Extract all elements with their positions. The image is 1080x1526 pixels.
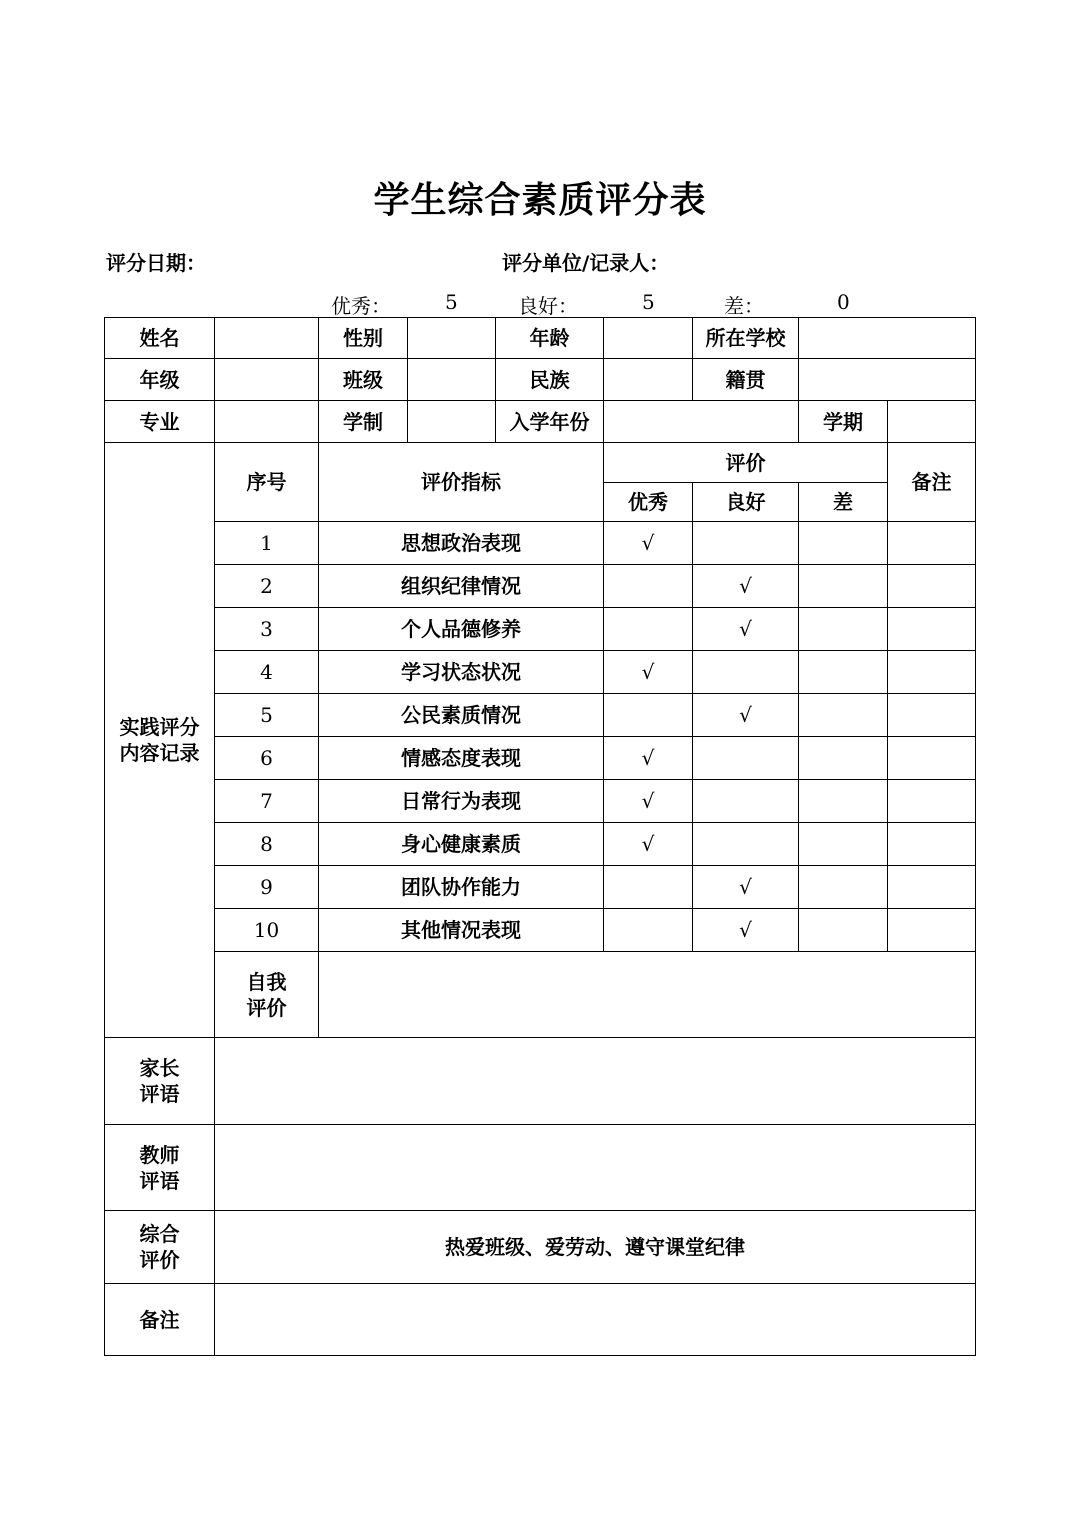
table-row [105, 522, 976, 565]
evaluation-table [104, 317, 976, 1356]
remarks-row [105, 1284, 976, 1356]
col-excellent-header: 优秀 [604, 483, 693, 522]
remarks-label: 备注 [105, 1284, 215, 1356]
row-excellent-check[interactable]: √ [604, 823, 693, 866]
row-poor-check[interactable] [799, 608, 888, 651]
row-good-check[interactable] [693, 737, 799, 780]
system-value[interactable] [408, 401, 496, 443]
col-remarks-header: 备注 [888, 443, 976, 522]
row-good-check[interactable]: √ [693, 694, 799, 737]
table-row [105, 608, 976, 651]
row-excellent-check[interactable] [604, 565, 693, 608]
enroll-year-label: 入学年份 [496, 401, 604, 443]
semester-label: 学期 [799, 401, 888, 443]
col-indicator-header: 评价指标 [319, 443, 604, 522]
row-poor-check[interactable] [799, 780, 888, 823]
self-evaluation-label: 自我 评价 [215, 952, 319, 1038]
row-excellent-check[interactable]: √ [604, 522, 693, 565]
major-label: 专业 [105, 401, 215, 443]
hometown-label: 籍贯 [693, 359, 799, 401]
row-indicator: 团队协作能力 [319, 866, 604, 909]
age-label: 年龄 [496, 318, 604, 359]
row-indicator: 身心健康素质 [319, 823, 604, 866]
school-value[interactable] [799, 318, 976, 359]
self-evaluation-value[interactable] [319, 952, 976, 1038]
date-label: 评分日期： [106, 251, 206, 275]
teacher-comment-label: 教师 评语 [105, 1125, 215, 1211]
row-excellent-check[interactable]: √ [604, 737, 693, 780]
info-row-3 [105, 401, 976, 443]
row-good-check[interactable] [693, 780, 799, 823]
row-indicator: 思想政治表现 [319, 522, 604, 565]
table-row [105, 823, 976, 866]
row-excellent-check[interactable] [604, 694, 693, 737]
ethnicity-value[interactable] [604, 359, 693, 401]
row-good-check[interactable]: √ [693, 608, 799, 651]
row-seq: 4 [215, 651, 319, 694]
row-seq: 5 [215, 694, 319, 737]
info-row-1 [105, 318, 976, 359]
record-header-row-1 [105, 443, 976, 483]
row-good-check[interactable]: √ [693, 909, 799, 952]
school-label: 所在学校 [693, 318, 799, 359]
row-poor-check[interactable] [799, 823, 888, 866]
row-poor-check[interactable] [799, 565, 888, 608]
table-row [105, 909, 976, 952]
row-remarks[interactable] [888, 651, 976, 694]
gender-label: 性别 [319, 318, 408, 359]
row-poor-check[interactable] [799, 522, 888, 565]
semester-value[interactable] [888, 401, 976, 443]
section-label: 实践评分 内容记录 [105, 443, 215, 1038]
row-remarks[interactable] [888, 737, 976, 780]
overall-evaluation-row [105, 1211, 976, 1284]
page-title: 学生综合素质评分表 [373, 179, 707, 221]
system-label: 学制 [319, 401, 408, 443]
row-indicator: 组织纪律情况 [319, 565, 604, 608]
row-remarks[interactable] [888, 522, 976, 565]
row-excellent-check[interactable]: √ [604, 780, 693, 823]
row-remarks[interactable] [888, 694, 976, 737]
row-seq: 10 [215, 909, 319, 952]
row-indicator: 学习状态状况 [319, 651, 604, 694]
row-good-check[interactable] [693, 522, 799, 565]
row-remarks[interactable] [888, 823, 976, 866]
gender-value[interactable] [408, 318, 496, 359]
major-value[interactable] [215, 401, 319, 443]
row-remarks[interactable] [888, 608, 976, 651]
class-value[interactable] [408, 359, 496, 401]
ethnicity-label: 民族 [496, 359, 604, 401]
good-summary-label: 良好： [518, 294, 578, 318]
poor-summary-count: 0 [837, 290, 850, 314]
row-remarks[interactable] [888, 909, 976, 952]
row-seq: 9 [215, 866, 319, 909]
grade-label: 年级 [105, 359, 215, 401]
col-seq-header: 序号 [215, 443, 319, 522]
enroll-year-value[interactable] [604, 401, 799, 443]
row-good-check[interactable]: √ [693, 565, 799, 608]
row-good-check[interactable]: √ [693, 866, 799, 909]
table-row [105, 651, 976, 694]
excellent-summary-label: 优秀： [331, 294, 391, 318]
table-row [105, 780, 976, 823]
remarks-value[interactable] [215, 1284, 976, 1356]
self-evaluation-row [105, 952, 976, 1038]
parent-comment-label: 家长 评语 [105, 1038, 215, 1125]
table-row [105, 737, 976, 780]
row-remarks[interactable] [888, 780, 976, 823]
age-value[interactable] [604, 318, 693, 359]
parent-comment-row [105, 1038, 976, 1125]
good-summary-count: 5 [642, 290, 655, 314]
row-poor-check[interactable] [799, 694, 888, 737]
row-indicator: 公民素质情况 [319, 694, 604, 737]
row-good-check[interactable] [693, 823, 799, 866]
grade-value[interactable] [215, 359, 319, 401]
overall-evaluation-value[interactable]: 热爱班级、爱劳动、遵守课堂纪律 [215, 1211, 976, 1284]
row-seq: 1 [215, 522, 319, 565]
teacher-comment-value[interactable] [215, 1125, 976, 1211]
class-label: 班级 [319, 359, 408, 401]
row-poor-check[interactable] [799, 651, 888, 694]
table-row [105, 866, 976, 909]
row-poor-check[interactable] [799, 866, 888, 909]
row-excellent-check[interactable] [604, 866, 693, 909]
teacher-comment-row [105, 1125, 976, 1211]
overall-evaluation-label: 综合 评价 [105, 1211, 215, 1284]
hometown-value[interactable] [799, 359, 976, 401]
row-seq: 3 [215, 608, 319, 651]
row-indicator: 情感态度表现 [319, 737, 604, 780]
row-poor-check[interactable] [799, 737, 888, 780]
row-seq: 2 [215, 565, 319, 608]
name-label: 姓名 [105, 318, 215, 359]
col-eval-header: 评价 [604, 443, 888, 483]
name-value[interactable] [215, 318, 319, 359]
row-indicator: 个人品德修养 [319, 608, 604, 651]
row-remarks[interactable] [888, 565, 976, 608]
poor-summary-label: 差： [724, 294, 764, 318]
row-excellent-check[interactable] [604, 608, 693, 651]
row-indicator: 日常行为表现 [319, 780, 604, 823]
table-row [105, 565, 976, 608]
row-excellent-check[interactable] [604, 909, 693, 952]
table-row [105, 694, 976, 737]
row-seq: 7 [215, 780, 319, 823]
col-poor-header: 差 [799, 483, 888, 522]
row-seq: 8 [215, 823, 319, 866]
col-good-header: 良好 [693, 483, 799, 522]
row-poor-check[interactable] [799, 909, 888, 952]
row-seq: 6 [215, 737, 319, 780]
row-good-check[interactable] [693, 651, 799, 694]
unit-label: 评分单位/记录人： [502, 251, 670, 275]
row-indicator: 其他情况表现 [319, 909, 604, 952]
row-excellent-check[interactable]: √ [604, 651, 693, 694]
info-row-2 [105, 359, 976, 401]
parent-comment-value[interactable] [215, 1038, 976, 1125]
excellent-summary-count: 5 [445, 290, 458, 314]
row-remarks[interactable] [888, 866, 976, 909]
